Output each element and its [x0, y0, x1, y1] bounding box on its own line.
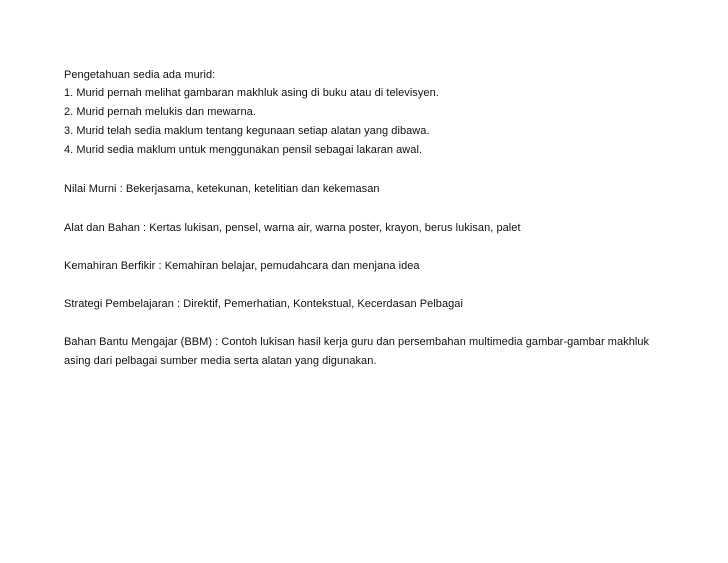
prior-knowledge-heading: Pengetahuan sedia ada murid: [64, 69, 216, 81]
thinking-skills-line: Kemahiran Berfikir : Kemahiran belajar, pemudahcara dan menjana idea [64, 260, 420, 272]
tools-materials-line: Alat dan Bahan : Kertas lukisan, pensel, warna air, warna poster, krayon, berus lukisan, palet [64, 222, 521, 234]
prior-knowledge-item-1: 1. Murid pernah melihat gambaran makhluk asing di buku atau di televisyen. [64, 87, 439, 99]
values-line: Nilai Murni : Bekerjasama, ketekunan, ketelitian dan kekemasan [64, 183, 380, 195]
prior-knowledge-item-3: 3. Murid telah sedia maklum tentang kegunaan setiap alatan yang dibawa. [64, 125, 430, 137]
prior-knowledge-item-4: 4. Murid sedia maklum untuk menggunakan pensil sebagai lakaran awal. [64, 144, 423, 156]
learning-strategy-line: Strategi Pembelajaran : Direktif, Pemerhatian, Kontekstual, Kecerdasan Pelbagai [64, 298, 463, 310]
teaching-aids-paragraph: Bahan Bantu Mengajar (BBM) : Contoh lukisan hasil kerja guru dan persembahan multimedia gambar-gambar makhluk asing dari pelbagai sumber media serta alatan yang digunakan. [64, 336, 650, 367]
prior-knowledge-item-2: 2. Murid pernah melukis dan mewarna. [64, 106, 256, 118]
